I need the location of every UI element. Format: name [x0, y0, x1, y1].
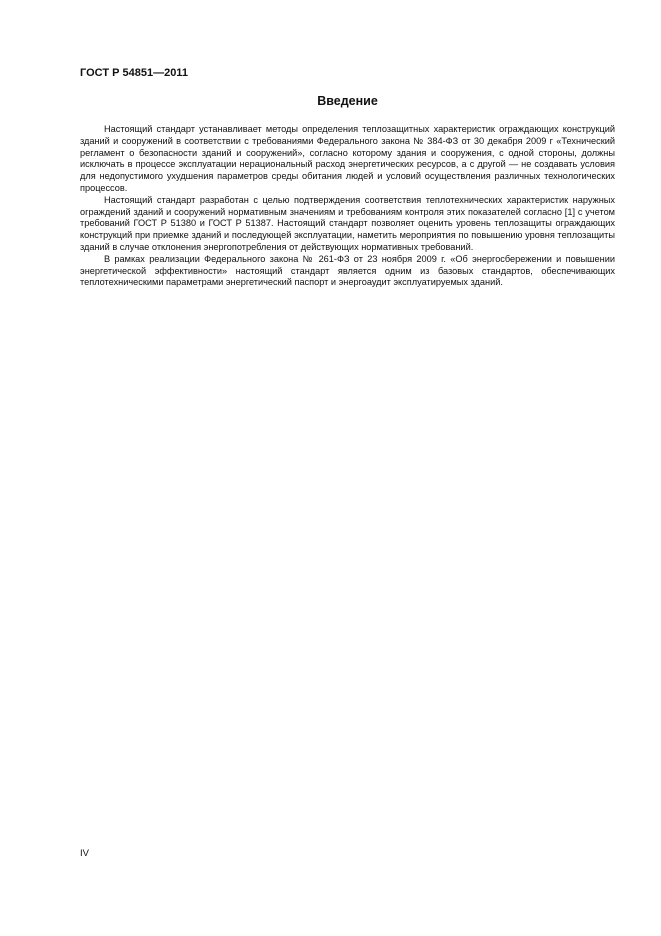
document-code-header: ГОСТ Р 54851—2011 — [80, 67, 188, 79]
paragraph-2: Настоящий стандарт разработан с целью подтверждения соответствия теплотехнических характеристик наружных ограждений зданий и сооружений нормативным значениям и требованиям контроля этих показателей согласно [1] с учетом требований ГОСТ Р 51380 и ГОСТ Р 51387. Настоящий стандарт позволяет оценить уровень теплозащиты ограждающих конструкций при приемке зданий и последующей эксплуатации, наметить мероприятия по повышению уровня теплозащиты зданий в случае отклонения энергопотребления от действующих нормативных требований. — [80, 194, 615, 252]
document-body — [80, 124, 615, 289]
paragraph-1: Настоящий стандарт устанавливает методы определения теплозащитных характеристик ограждающих конструкций зданий и сооружений в соответствии с требованиями Федерального закона № 384-ФЗ от 30 декабря 2009 г «Технический регламент о безопасности зданий и сооружений», согласно которому здания и сооружения, с одной стороны, должны исключать в процессе эксплуатации нерациональный расход энергетических ресурсов, а с другой — не создавать условия для недопустимого ухудшения параметров среды обитания людей и условий осуществления различных технологических процессов. — [80, 124, 615, 193]
paragraph-3: В рамках реализации Федерального закона № 261-ФЗ от 23 ноября 2009 г. «Об энергосбережении и повышении энергетической эффективности» настоящий стандарт является одним из базовых стандартов, обеспечивающих теплотехническими параметрами энергетический паспорт и энергоаудит эксплуатируемых зданий. — [80, 253, 615, 288]
section-title: Введение — [317, 94, 378, 108]
page-number: IV — [80, 848, 89, 859]
